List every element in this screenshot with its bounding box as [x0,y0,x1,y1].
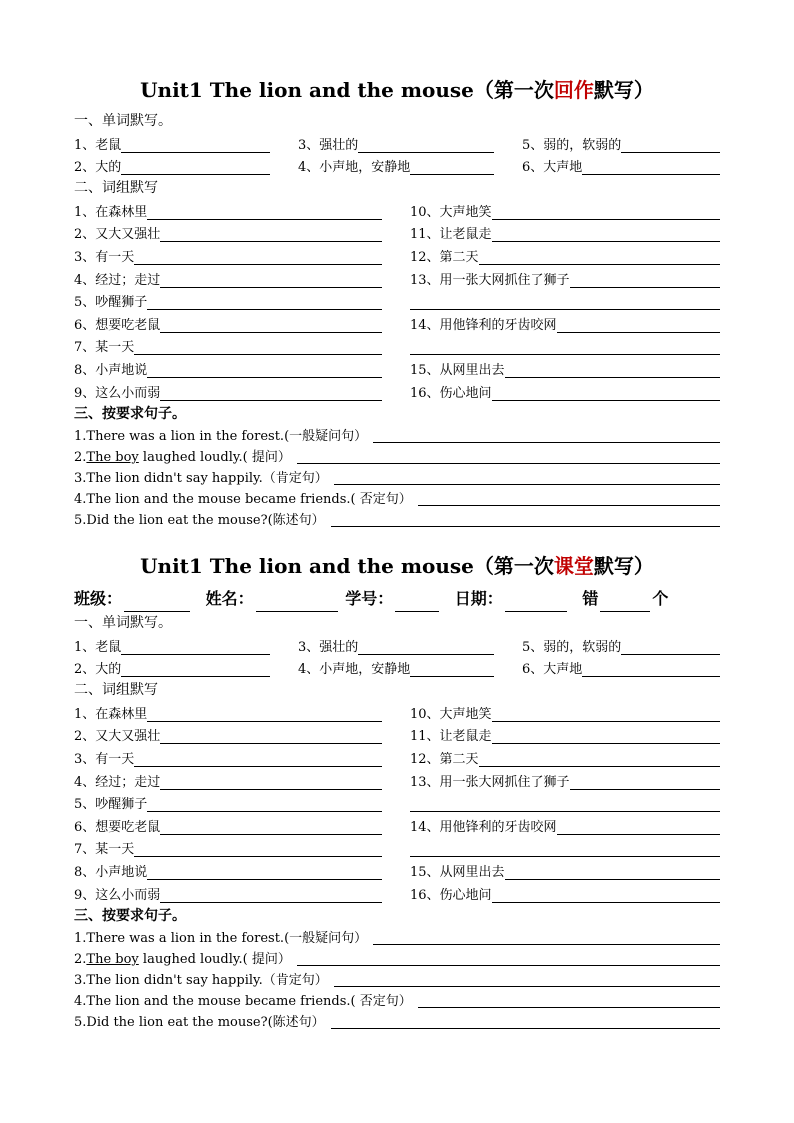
answer-line[interactable] [582,158,720,175]
phrase-prompt: 14、用他锋利的牙齿咬网 [410,317,557,333]
phrase-prompt: 3、有一天 [74,751,135,767]
answer-line[interactable] [410,840,720,857]
phrase-item [74,335,382,358]
sentence-start: 3.The lion didn't say happily. [74,972,263,988]
phrase-item [74,859,382,882]
phrase-item [74,882,382,905]
word-prompt: 3、强壮的 [298,639,359,655]
phrase-item [410,357,720,380]
answer-line[interactable] [570,773,720,790]
title-suffix: 默写） [593,78,654,102]
dictation-sheet-2 [74,546,720,1031]
answer-line[interactable] [373,428,720,443]
word-item [298,155,494,178]
phrase-row [74,746,720,769]
answer-line[interactable] [492,886,720,903]
answer-line[interactable] [121,158,270,175]
phrase-prompt: 12、第二天 [410,751,479,767]
answer-line[interactable] [134,338,382,355]
phrase-item [74,312,382,335]
sentence-end: laughed loudly. [138,450,243,466]
sentence-start: 4.The lion and the mouse became friends. [74,993,351,1009]
phrase-prompt: 7、某一天 [74,842,135,858]
phrase-item [74,199,382,222]
phrase-row [74,837,720,860]
word-prompt: 6、大声地 [522,160,583,176]
answer-line[interactable] [121,638,270,655]
answer-line[interactable] [492,705,720,722]
phrase-item [74,701,382,724]
phrase-prompt: 13、用一张大网抓住了狮子 [410,272,570,288]
phrase-item [74,357,382,380]
word-prompt: 3、强壮的 [298,137,359,153]
student-no-field[interactable] [395,593,439,612]
phrase-item [410,724,720,747]
answer-line[interactable] [160,773,382,790]
phrase-prompt: 4、经过；走过 [74,272,161,288]
phrase-prompt: 5、吵醒狮子 [74,797,148,813]
answer-line[interactable] [621,638,720,655]
phrase-prompt: 4、经过；走过 [74,774,161,790]
sentence-item [74,1010,720,1031]
sentence-start: 2. [74,952,87,968]
sentence-text [74,930,367,947]
phrase-row [74,357,720,380]
class-field[interactable] [124,593,190,612]
word-item [298,634,494,657]
section-phrases-heading: 二、词组默写 [74,682,158,699]
phrase-prompt: 1、在森林里 [74,706,148,722]
word-prompt: 2、大的 [74,160,122,176]
phrase-item [410,267,720,290]
phrase-item [410,290,720,313]
answer-line[interactable] [505,863,720,880]
answer-line[interactable] [297,449,720,464]
answer-line[interactable] [147,293,382,310]
phrase-item [74,267,382,290]
answer-line[interactable] [147,863,382,880]
phrase-prompt: 15、从网里出去 [410,362,505,378]
errors-unit: 个 [652,589,669,608]
phrase-item [410,199,720,222]
phrase-item [74,792,382,815]
word-item [74,155,270,178]
phrase-item [410,859,720,882]
answer-line[interactable] [479,248,720,265]
sentence-item [74,947,720,968]
phrase-prompt: 2、又大又强壮 [74,227,161,243]
section-words-heading: 一、单词默写。 [74,615,172,631]
phrase-item [74,380,382,403]
phrase-item [410,746,720,769]
answer-line[interactable] [505,361,720,378]
phrase-prompt: 3、有一天 [74,249,135,265]
answer-line[interactable] [121,660,270,677]
answer-line[interactable] [418,491,720,506]
phrase-prompt: 6、想要吃老鼠 [74,317,161,333]
answer-line[interactable] [418,993,720,1008]
title-highlight: 课堂 [553,554,594,578]
sentence-text [74,512,325,529]
sentence-start: 4.The lion and the mouse became friends. [74,491,351,507]
word-row [74,657,720,680]
phrase-prompt: 10、大声地笑 [410,204,492,220]
sentence-start: 5.Did the lion eat the mouse? [74,1014,268,1030]
date-label: 日期： [454,589,503,608]
answer-line[interactable] [334,972,720,987]
sentence-item [74,927,720,948]
word-item [522,634,720,657]
answer-line[interactable] [410,338,720,355]
word-prompt: 1、老鼠 [74,137,122,153]
answer-line[interactable] [160,316,382,333]
sentence-text [74,972,328,989]
phrase-prompt: 13、用一张大网抓住了狮子 [410,774,570,790]
sentence-item [74,487,720,508]
phrase-item [74,222,382,245]
sentence-requirement: （肯定句） [262,972,328,988]
answer-line[interactable] [160,727,382,744]
phrase-item [74,290,382,313]
sentence-text [74,993,412,1010]
sentence-text [74,470,328,487]
name-label: 姓名： [205,589,254,608]
title-highlight: 回作 [553,78,594,102]
phrase-row [74,222,720,245]
title-text: Unit1 The lion and the mouse（第一次 [140,554,554,578]
section-sentences-heading: 三、按要求句子。 [74,907,186,924]
answer-line[interactable] [134,840,382,857]
word-prompt: 1、老鼠 [74,639,122,655]
answer-line[interactable] [358,638,494,655]
phrase-prompt: 1、在森林里 [74,204,148,220]
word-row [74,132,720,155]
phrase-prompt: 9、这么小而弱 [74,385,161,401]
name-field[interactable] [256,593,338,612]
phrase-prompt: 11、让老鼠走 [410,227,492,243]
answer-line[interactable] [297,951,720,966]
phrase-prompt: 6、想要吃老鼠 [74,819,161,835]
answer-line[interactable] [358,136,494,153]
sentence-requirement: （肯定句） [262,470,328,486]
answer-line[interactable] [621,136,720,153]
answer-line[interactable] [331,512,720,527]
phrase-row [74,380,720,403]
sentence-requirement: ( 否定句） [350,491,412,507]
sentence-underlined: The boy [86,952,139,968]
answer-line[interactable] [410,158,494,175]
student-no-label: 学号： [345,589,394,608]
phrase-prompt: 15、从网里出去 [410,864,505,880]
phrase-item [74,746,382,769]
phrase-item [74,837,382,860]
answer-line[interactable] [331,1014,720,1029]
sentence-text [74,951,291,968]
sentence-text [74,449,291,466]
phrase-prompt: 2、又大又强壮 [74,729,161,745]
class-label: 班级： [74,589,123,608]
sentence-requirement: (一般疑问句） [284,429,368,445]
answer-line[interactable] [492,225,720,242]
sentence-requirement: ( 提问） [242,450,291,466]
answer-line[interactable] [160,886,382,903]
errors-label: 错 [582,589,599,608]
phrase-row [74,792,720,815]
sentence-requirement: ( 否定句） [350,993,412,1009]
phrase-prompt: 5、吵醒狮子 [74,295,148,311]
sentence-requirement: (陈述句） [267,1014,325,1030]
sentence-start: 5.Did the lion eat the mouse? [74,512,268,528]
sheet-title [74,70,720,110]
word-item [74,657,270,680]
section-sentences-heading: 三、按要求句子。 [74,405,186,422]
phrase-prompt: 7、某一天 [74,340,135,356]
answer-line[interactable] [160,818,382,835]
title-suffix: 默写） [593,554,654,578]
sentence-end: laughed loudly. [138,952,243,968]
section-words-heading: 一、单词默写。 [74,113,172,129]
phrase-row [74,814,720,837]
phrase-item [74,724,382,747]
word-row [74,155,720,178]
answer-line[interactable] [134,248,382,265]
phrase-row [74,312,720,335]
sentence-start: 3.The lion didn't say happily. [74,470,263,486]
phrase-row [74,724,720,747]
answer-line[interactable] [570,271,720,288]
phrase-prompt: 12、第二天 [410,249,479,265]
answer-line[interactable] [557,818,720,835]
sentence-item [74,508,720,529]
phrase-item [410,837,720,860]
phrase-item [410,792,720,815]
answer-line[interactable] [582,660,720,677]
word-prompt: 6、大声地 [522,662,583,678]
answer-line[interactable] [410,660,494,677]
student-info-row [74,586,720,612]
phrase-item [410,312,720,335]
word-item [74,132,270,155]
answer-line[interactable] [557,316,720,333]
word-item [74,634,270,657]
phrase-item [74,769,382,792]
word-prompt: 5、弱的，软弱的 [522,137,622,153]
phrase-prompt: 10、大声地笑 [410,706,492,722]
sentence-item [74,425,720,446]
phrase-row [74,769,720,792]
answer-line[interactable] [147,795,382,812]
answer-line[interactable] [410,293,720,310]
phrase-row [74,882,720,905]
phrase-prompt: 14、用他锋利的牙齿咬网 [410,819,557,835]
word-row [74,634,720,657]
sentence-text [74,491,412,508]
answer-line[interactable] [160,225,382,242]
sentence-requirement: ( 提问） [242,952,291,968]
word-prompt: 4、小声地，安静地 [298,160,411,176]
errors-field[interactable] [600,593,650,612]
answer-line[interactable] [373,930,720,945]
answer-line[interactable] [492,203,720,220]
word-prompt: 4、小声地，安静地 [298,662,411,678]
phrase-item [410,380,720,403]
phrase-prompt: 16、伤心地问 [410,887,492,903]
phrase-item [410,701,720,724]
sentence-item [74,968,720,989]
answer-line[interactable] [334,470,720,485]
answer-line[interactable] [121,136,270,153]
sentence-start: 2. [74,450,87,466]
word-item [298,132,494,155]
sheet-title [74,546,720,586]
word-prompt: 5、弱的，软弱的 [522,639,622,655]
phrase-row [74,244,720,267]
word-item [522,132,720,155]
dictation-sheet-1 [74,70,720,529]
phrase-item [74,814,382,837]
title-text: Unit1 The lion and the mouse（第一次 [140,78,554,102]
sentence-text [74,1014,325,1031]
date-field[interactable] [505,593,567,612]
answer-line[interactable] [147,705,382,722]
sentence-item [74,445,720,466]
sentence-start: 1.There was a lion in the forest. [74,429,285,445]
phrase-item [410,814,720,837]
phrase-item [410,769,720,792]
phrase-row [74,859,720,882]
answer-line[interactable] [479,750,720,767]
phrase-row [74,267,720,290]
sentence-item [74,466,720,487]
sentence-item [74,989,720,1010]
sentence-start: 1.There was a lion in the forest. [74,931,285,947]
section-phrases-heading: 二、词组默写 [74,180,158,197]
phrase-item [410,244,720,267]
phrase-row [74,290,720,313]
phrase-item [410,335,720,358]
phrase-prompt: 8、小声地说 [74,864,148,880]
phrase-row [74,701,720,724]
answer-line[interactable] [160,271,382,288]
phrase-prompt: 16、伤心地问 [410,385,492,401]
sentence-requirement: (陈述句） [267,512,325,528]
phrase-row [74,335,720,358]
answer-line[interactable] [160,384,382,401]
phrase-prompt: 9、这么小而弱 [74,887,161,903]
phrase-item [410,882,720,905]
word-prompt: 2、大的 [74,662,122,678]
sentence-underlined: The boy [86,450,139,466]
answer-line[interactable] [147,361,382,378]
word-item [522,155,720,178]
answer-line[interactable] [134,750,382,767]
sentence-text [74,428,367,445]
phrase-item [74,244,382,267]
phrase-prompt: 8、小声地说 [74,362,148,378]
word-item [298,657,494,680]
answer-line[interactable] [492,384,720,401]
sentence-requirement: (一般疑问句） [284,931,368,947]
word-item [522,657,720,680]
phrase-prompt: 11、让老鼠走 [410,729,492,745]
phrase-row [74,199,720,222]
phrase-item [410,222,720,245]
answer-line[interactable] [492,727,720,744]
answer-line[interactable] [410,795,720,812]
answer-line[interactable] [147,203,382,220]
